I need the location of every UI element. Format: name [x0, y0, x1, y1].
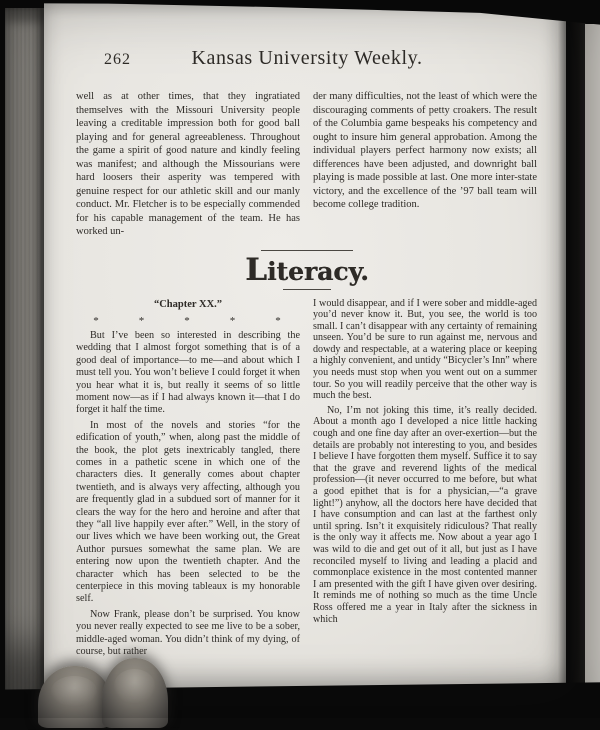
paragraph: In most of the novels and stories “for the edification of youth,” when, along past the middle of the book, the plot gets inextricably tangled, there comes in a pathetic scene in which one of the characters dies. It generally comes about chapter twentieth, and is always very affecting, although you are frequently glad in a subdued sort of manner for it clears the way for the hero and heroine and after that they “all live happily ever after.” Well, in the story of our lives which we have been working out, the Great Author pursues somewhat the same plan. We are entering now upon the twentieth chapter. And the character which has been selected to be the centerpiece in this moving tableaux is my honorable self. — [76, 419, 300, 605]
literary-right-column — [313, 298, 537, 662]
book-fore-edge — [5, 8, 44, 704]
paragraph: No, I’m not joking this time, it’s really decided. About a month ago I developed a nice little hacking cough and one fine day after an over-exertion—but the details are probably not interesting to you, and besides I believe I have forgotten them myself. Suffice it to say that the grave and reverend lights of the medical profession—(it never occurred to me before, but what a good epithet that is for a physician,—“a grave light!”) anyhow, all the doctors here have decided that I have consumption and can last at the farthest only until spring. Isn’t it exquisitely ridiculous? That really is the only way it affects me. Now about a year ago I was wild to die and get out of it all, but just as I have reconciled myself to living and leading a placid and commonplace existence in the most contented manner I am presented with the gift I have given over desiring. It reminds me of nothing so much as the time Uncle Ross offered me a year in Italy after the sickness in which — [313, 404, 537, 625]
divider-rule-top — [261, 250, 353, 251]
book-gutter-shadow — [558, 0, 586, 718]
page-content — [76, 47, 538, 661]
paragraph: I would disappear, and if I were sober and middle-aged you’d never know it. But, you see, the world is too small. I can’t disappear with any certainty of remaining unseen. You’d be sure to run against me, nervous and dowdy and respectable, at a watering place or keeping a highly convenient, and untidy “Bicycler’s Inn” where you needs must stop when you went out on a summer tour. So you will readily perceive that the other way is much the best. — [313, 297, 537, 402]
fingernail — [114, 669, 155, 703]
book-page — [44, 3, 566, 691]
reader-fingers — [0, 648, 200, 718]
literary-article — [76, 298, 538, 662]
masthead-title: Kansas University Weekly. — [191, 47, 423, 69]
athletics-left-column: well as at other times, that they ingratiated themselves with the Missouri University people leaving a creditable impression both for good ball playing and for general agreeableness. Throughout the game a spirit of good nature and kindly feeling was manifest; and although the Missourians were hard loosers their asperity was tempered with genuine respect for our athletic skill and our manly conduct. Mr. Fletcher is to be especially commended for his capable management of the team. He has worked un- — [76, 91, 300, 237]
asterisk-row: * * * * * — [93, 314, 283, 327]
next-page-edge — [585, 24, 600, 686]
athletics-article — [76, 90, 538, 239]
page-number: 262 — [104, 51, 131, 68]
chapter-heading: “Chapter XX.” — [153, 298, 223, 310]
athletics-right-column: der many difficulties, not the least of which were the discouraging comments of petty croakers. The result of the Columbia game bespeaks his competency and ought to insure him general approbation. Among the individual players perfect harmony now exists; all differences have been adjusted, and downright ball playing is made possible at last. One more inter-state victory, and the excellence of the ’97 ball team will become college tradition. — [313, 91, 537, 210]
divider-rule-bottom — [283, 289, 331, 290]
literary-left-column — [76, 298, 300, 662]
page-header — [76, 47, 538, 79]
fingertip — [38, 666, 112, 728]
paragraph: But I’ve been so interested in describing the wedding that I almost forgot something that is of a good deal of importance—to me—and about which I must tell you. You won’t believe I could forget it when you hear what it is, but really it seems of so little moment now—as if I had always known it—that I do forget it half the time. — [76, 329, 300, 416]
paragraph: Now Frank, please don’t be surprised. You know you never really expected to see me live to be a sober, middle-aged woman. You didn’t think of my dying, of course, but rather — [76, 608, 300, 658]
section-divider — [76, 250, 538, 290]
fingernail — [51, 676, 97, 706]
literary-section-heading: Literacy. — [245, 251, 369, 288]
